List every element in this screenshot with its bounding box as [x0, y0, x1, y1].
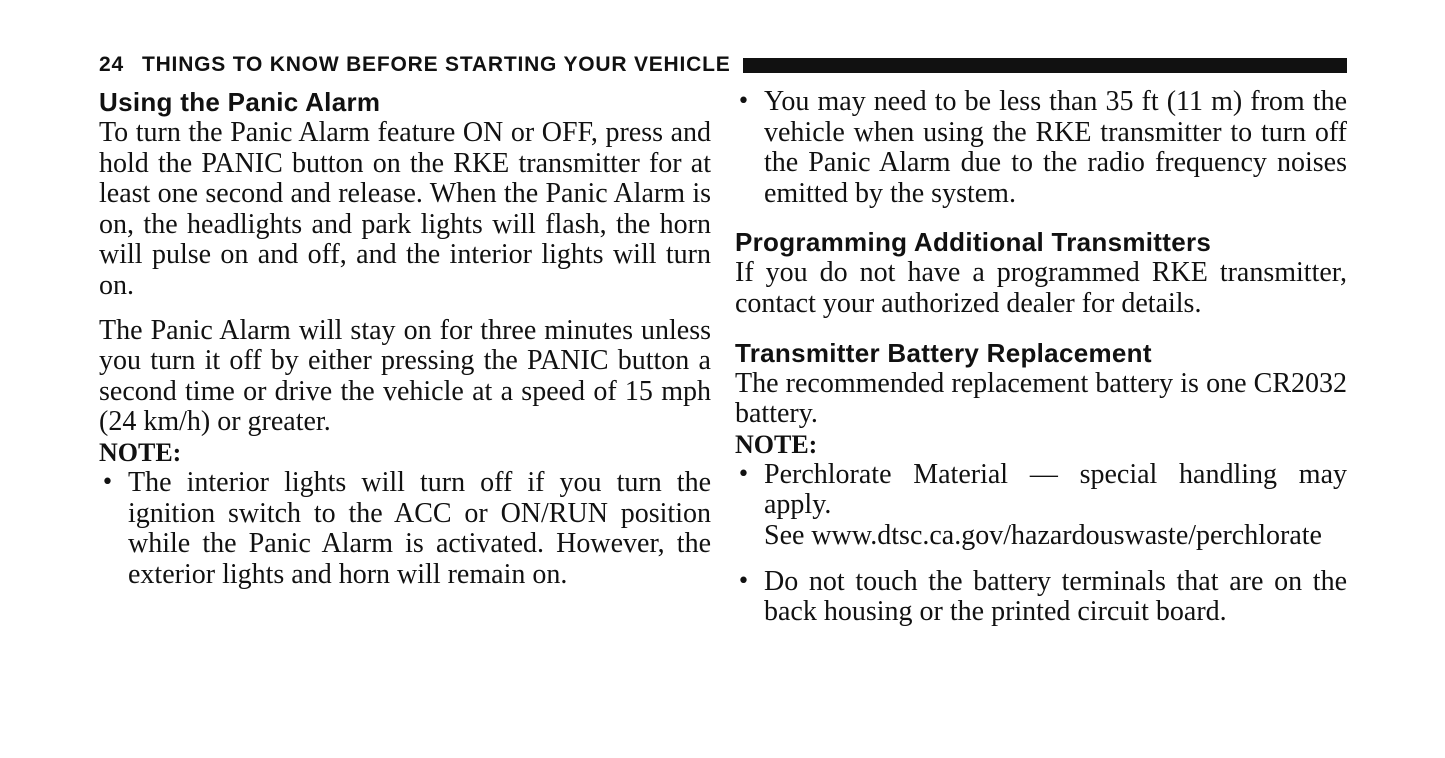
battery-note-list	[735, 460, 1347, 628]
panic-alarm-paragraph-2: The Panic Alarm will stay on for three minutes unless you turn it off by either pressing the PANIC button a second time or drive the vehicle at a speed of 15 mph (24 km/h) or greater.	[99, 314, 711, 438]
distance-bullet-text: You may need to be less than 35 ft (11 m) from the vehicle when using the RKE transmitter to turn off the Panic Alarm due to the radio frequency noises emitted by the system.	[764, 86, 1347, 209]
battery-terminals-text: Do not touch the battery terminals that are on the back housing or the printed circuit board.	[764, 565, 1347, 628]
note-label: NOTE:	[99, 437, 182, 467]
bullet-icon: •	[737, 461, 750, 487]
heading-battery-replacement: Transmitter Battery Replacement	[735, 337, 1152, 368]
list-item	[99, 468, 711, 590]
note-label: NOTE:	[735, 429, 818, 459]
header-rule	[743, 58, 1347, 73]
programming-paragraph: If you do not have a programmed RKE transmitter, contact your authorized dealer for details.	[735, 257, 1347, 319]
list-item	[735, 460, 1347, 552]
perchlorate-line-1: Perchlorate Material — special handling may apply.	[764, 458, 1347, 521]
heading-using-panic-alarm: Using the Panic Alarm	[99, 87, 381, 117]
note-bullet-text: The interior lights will turn off if you turn the ignition switch to the ACC or ON/RUN position while the Panic Alarm is activated. However, the exterior lights and horn will remain on.	[128, 466, 711, 590]
bullet-icon: •	[737, 89, 750, 114]
battery-paragraph: The recommended replacement battery is one CR2032 battery.	[735, 367, 1347, 430]
right-column	[735, 87, 1347, 628]
page-number: 24	[99, 53, 124, 76]
chapter-title: THINGS TO KNOW BEFORE STARTING YOUR VEHICLE	[141, 53, 731, 76]
note-list	[99, 468, 711, 590]
left-column	[99, 87, 711, 590]
page-header	[99, 52, 1347, 78]
bullet-icon: •	[101, 469, 114, 495]
heading-programming-transmitters: Programming Additional Transmitters	[735, 227, 1212, 258]
panic-alarm-paragraph-1: To turn the Panic Alarm feature ON or OFF, press and hold the PANIC button on the RKE transmitter for at least one second and release. When the Panic Alarm is on, the headlights and park lights will flash, the horn will pulse on and off, and the interior lights will turn on.	[99, 117, 711, 301]
panic-alarm-bullets	[735, 87, 1347, 209]
list-item	[735, 567, 1347, 628]
bullet-icon: •	[737, 568, 750, 594]
perchlorate-url-line: See www.dtsc.ca.gov/hazardouswaste/perchlorate	[764, 519, 1322, 551]
list-item	[735, 87, 1347, 209]
